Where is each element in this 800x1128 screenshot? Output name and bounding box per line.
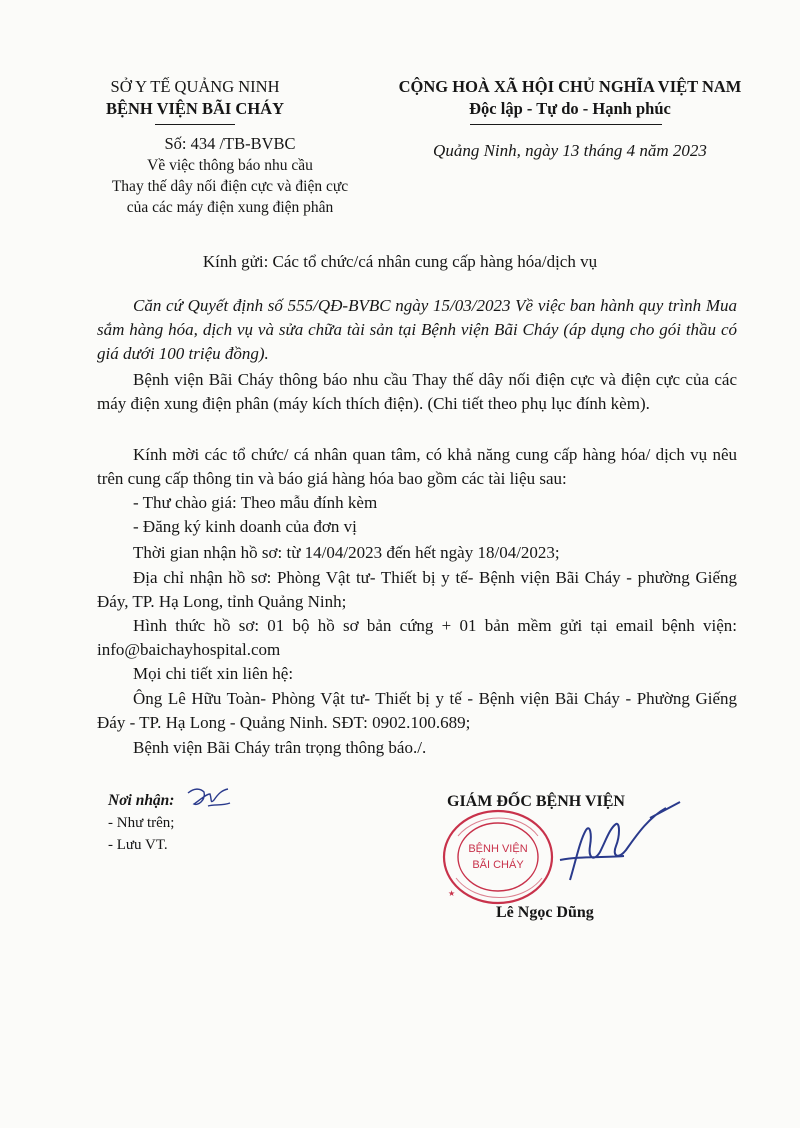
header-left-underline (155, 124, 235, 125)
doc-meta (80, 133, 380, 155)
department-name: SỞ Y TẾ QUẢNG NINH (110, 77, 280, 96)
signer-title: GIÁM ĐỐC BỆNH VIỆN (447, 793, 625, 810)
recipients-item-2: - Lưu VT. (108, 837, 168, 853)
paragraph-contact-label: Mọi chi tiết xin liên hệ: (133, 664, 294, 683)
subject-line-3: của các máy điện xung điện phân (126, 199, 334, 216)
paragraph-invitation: Kính mời các tổ chức/ cá nhân quan tâm, có khả năng cung cấp hàng hóa/ dịch vụ nêu trên cung cấp thông tin và báo giá hàng hóa bao gồm các tài liệu sau: (97, 445, 737, 488)
recipients-label: Nơi nhận: (108, 792, 175, 809)
paragraph-notice: Bệnh viện Bãi Cháy thông báo nhu cầu Thay thế dây nối điện cực và điện cực của các máy điện xung điện phân (máy kích thích điện). (Chi tiết theo phụ lục đính kèm). (97, 370, 737, 413)
paragraph-contact-detail: Ông Lê Hữu Toàn- Phòng Vật tư- Thiết bị y tế - Bệnh viện Bãi Cháy - Phường Giếng Đáy - TP. Hạ Long - Quảng Ninh. SĐT: 0902.100.689; (97, 689, 737, 732)
stamp-star-icon: ★ (448, 889, 456, 898)
place-date: Quảng Ninh, ngày 13 tháng 4 năm 2023 (433, 141, 707, 160)
header-right (370, 76, 770, 120)
bullet-business-registration: - Đăng ký kinh doanh của đơn vị (133, 517, 357, 536)
doc-subject (70, 155, 390, 218)
subject-line-1: Về việc thông báo nhu cầu (147, 157, 313, 174)
bullet-quotation: - Thư chào giá: Theo mẫu đính kèm (133, 493, 378, 512)
stamp-line-2: BÃI CHÁY (472, 859, 524, 871)
header-right-underline (470, 124, 662, 125)
doc-number: Số: 434 /TB-BVBC (164, 134, 296, 153)
signer-name: Lê Ngọc Dũng (496, 904, 594, 921)
director-signature (540, 800, 690, 900)
stamp-line-1: BỆNH VIỆN (468, 843, 528, 855)
paragraph-submission-form: Hình thức hồ sơ: 01 bộ hồ sơ bản cứng + 01 bản mềm gửi tại email bệnh viện: info@baichayhospital.com (97, 616, 737, 659)
subject-line-2: Thay thế dây nối điện cực và điện cực (111, 178, 349, 195)
hospital-name: BỆNH VIỆN BÃI CHÁY (105, 99, 285, 118)
paragraph-closing: Bệnh viện Bãi Cháy trân trọng thông báo./. (133, 738, 427, 757)
initial-signature (184, 784, 234, 812)
header-left (100, 76, 290, 120)
recipient-line: Kính gửi: Các tổ chức/cá nhân cung cấp hàng hóa/dịch vụ (202, 252, 598, 271)
nation-motto: Độc lập - Tự do - Hạnh phúc (469, 99, 671, 118)
paragraph-legal-basis: Căn cứ Quyết định số 555/QĐ-BVBC ngày 15/03/2023 Về việc ban hành quy trình Mua sắm hàng hóa, dịch vụ và sửa chữa tài sản tại Bệnh viện Bãi Cháy (áp dụng cho gói thầu có giá dưới 100 triệu đồng). (97, 296, 737, 363)
paragraph-receive-time: Thời gian nhận hồ sơ: từ 14/04/2023 đến hết ngày 18/04/2023; (133, 543, 560, 562)
nation-title: CỘNG HOÀ XÃ HỘI CHỦ NGHĨA VIỆT NAM (398, 77, 742, 96)
recipients-item-1: - Như trên; (108, 815, 175, 831)
paragraph-address: Địa chỉ nhận hồ sơ: Phòng Vật tư- Thiết bị y tế- Bệnh viện Bãi Cháy - phường Giếng Đáy, TP. Hạ Long, tỉnh Quảng Ninh; (97, 568, 737, 611)
